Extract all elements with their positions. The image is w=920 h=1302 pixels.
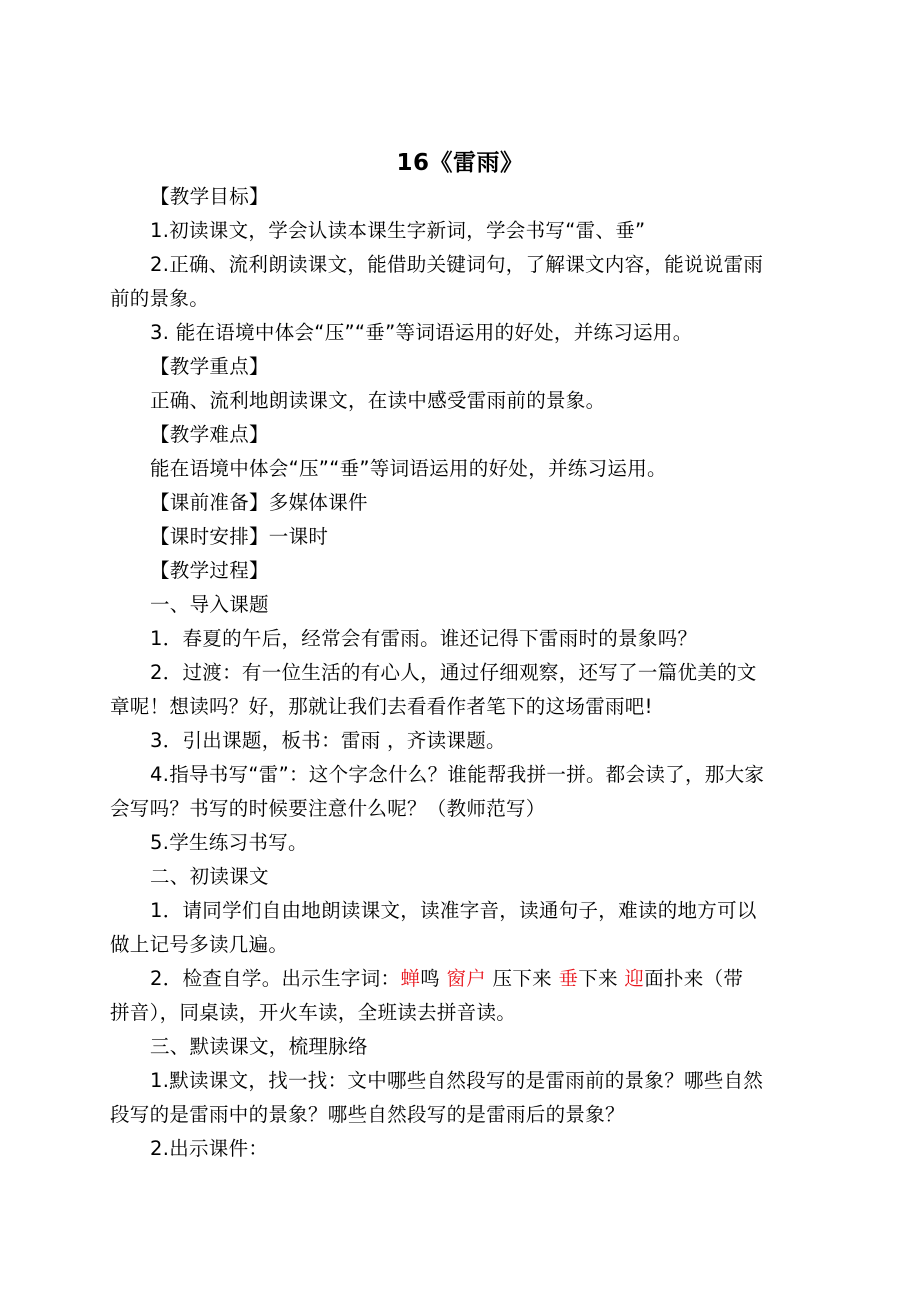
vocabulary-intro: 2．检查自学。出示生字词： bbox=[150, 967, 401, 990]
vocabulary-line bbox=[150, 962, 850, 996]
paragraph-line: 前的景象。 bbox=[110, 287, 210, 310]
paragraph-line: 1．春夏的午后，经常会有雷雨。谁还记得下雷雨时的景象吗？ bbox=[150, 627, 698, 650]
paragraph-line: 2.正确、流利朗读课文，能借助关键词句，了解课文内容，能说说雷雨 bbox=[150, 253, 764, 276]
section-heading-difficulties: 【教学难点】 bbox=[150, 423, 269, 446]
paragraph-line: 段写的是雷雨中的景象？哪些自然段写的是雷雨后的景象？ bbox=[110, 1103, 625, 1126]
text-segment: 鸣 bbox=[420, 967, 447, 990]
paragraph-line: 拼音），同桌读，开火车读，全班读去拼音读。 bbox=[110, 1001, 517, 1024]
section-heading-schedule: 【课时安排】一课时 bbox=[150, 525, 329, 548]
highlighted-word: 蝉 bbox=[400, 967, 421, 990]
section-heading-key-points: 【教学重点】 bbox=[150, 355, 269, 378]
paragraph-line: 做上记号多读几遍。 bbox=[110, 933, 289, 956]
subsection-heading: 三、默读课文，梳理脉络 bbox=[150, 1035, 368, 1058]
paragraph-line: 4.指导书写“雷”：这个字念什么？谁能帮我拼一拼。都会读了，那大家 bbox=[150, 763, 765, 786]
highlighted-word: 窗户 bbox=[446, 967, 487, 990]
paragraph-line: 1．请同学们自由地朗读课文，读准字音，读通句子，难读的地方可以 bbox=[150, 899, 757, 922]
paragraph-line: 3. 能在语境中体会“压”“垂”等词语运用的好处，并练习运用。 bbox=[150, 321, 693, 344]
highlighted-word: 迎 bbox=[624, 967, 645, 990]
text-segment: 压下来 bbox=[486, 967, 559, 990]
paragraph-line: 1.初读课文，学会认读本课生字新词，学会书写“雷、垂” bbox=[150, 219, 646, 242]
subsection-heading: 二、初读课文 bbox=[150, 865, 269, 888]
paragraph-line: 1.默读课文，找一找：文中哪些自然段写的是雷雨前的景象？哪些自然 bbox=[150, 1069, 764, 1092]
paragraph-line: 能在语境中体会“压”“垂”等词语运用的好处，并练习运用。 bbox=[150, 457, 667, 480]
paragraph-line: 2．过渡：有一位生活的有心人，通过仔细观察，还写了一篇优美的文 bbox=[150, 661, 757, 684]
paragraph-line: 正确、流利地朗读课文，在读中感受雷雨前的景象。 bbox=[150, 389, 606, 412]
paragraph-line: 2.出示课件： bbox=[150, 1137, 269, 1160]
subsection-heading: 一、导入课题 bbox=[150, 593, 269, 616]
text-segment: 下来 bbox=[578, 967, 625, 990]
highlighted-word: 垂 bbox=[558, 967, 579, 990]
page-title: 16《雷雨》 bbox=[396, 150, 524, 176]
section-heading-process: 【教学过程】 bbox=[150, 559, 269, 582]
paragraph-line: 章呢！想读吗？好，那就让我们去看看作者笔下的这场雷雨吧! bbox=[110, 695, 653, 718]
section-heading-preparation: 【课前准备】多媒体课件 bbox=[150, 491, 368, 514]
section-heading-objectives: 【教学目标】 bbox=[150, 185, 269, 208]
paragraph-line: 会写吗？书写的时候要注意什么呢？（教师范写） bbox=[110, 797, 546, 820]
paragraph-line: 3．引出课题，板书：雷雨 ，齐读课题。 bbox=[150, 729, 506, 752]
paragraph-line: 5.学生练习书写。 bbox=[150, 831, 308, 854]
text-segment: 面扑来（带 bbox=[644, 967, 744, 990]
